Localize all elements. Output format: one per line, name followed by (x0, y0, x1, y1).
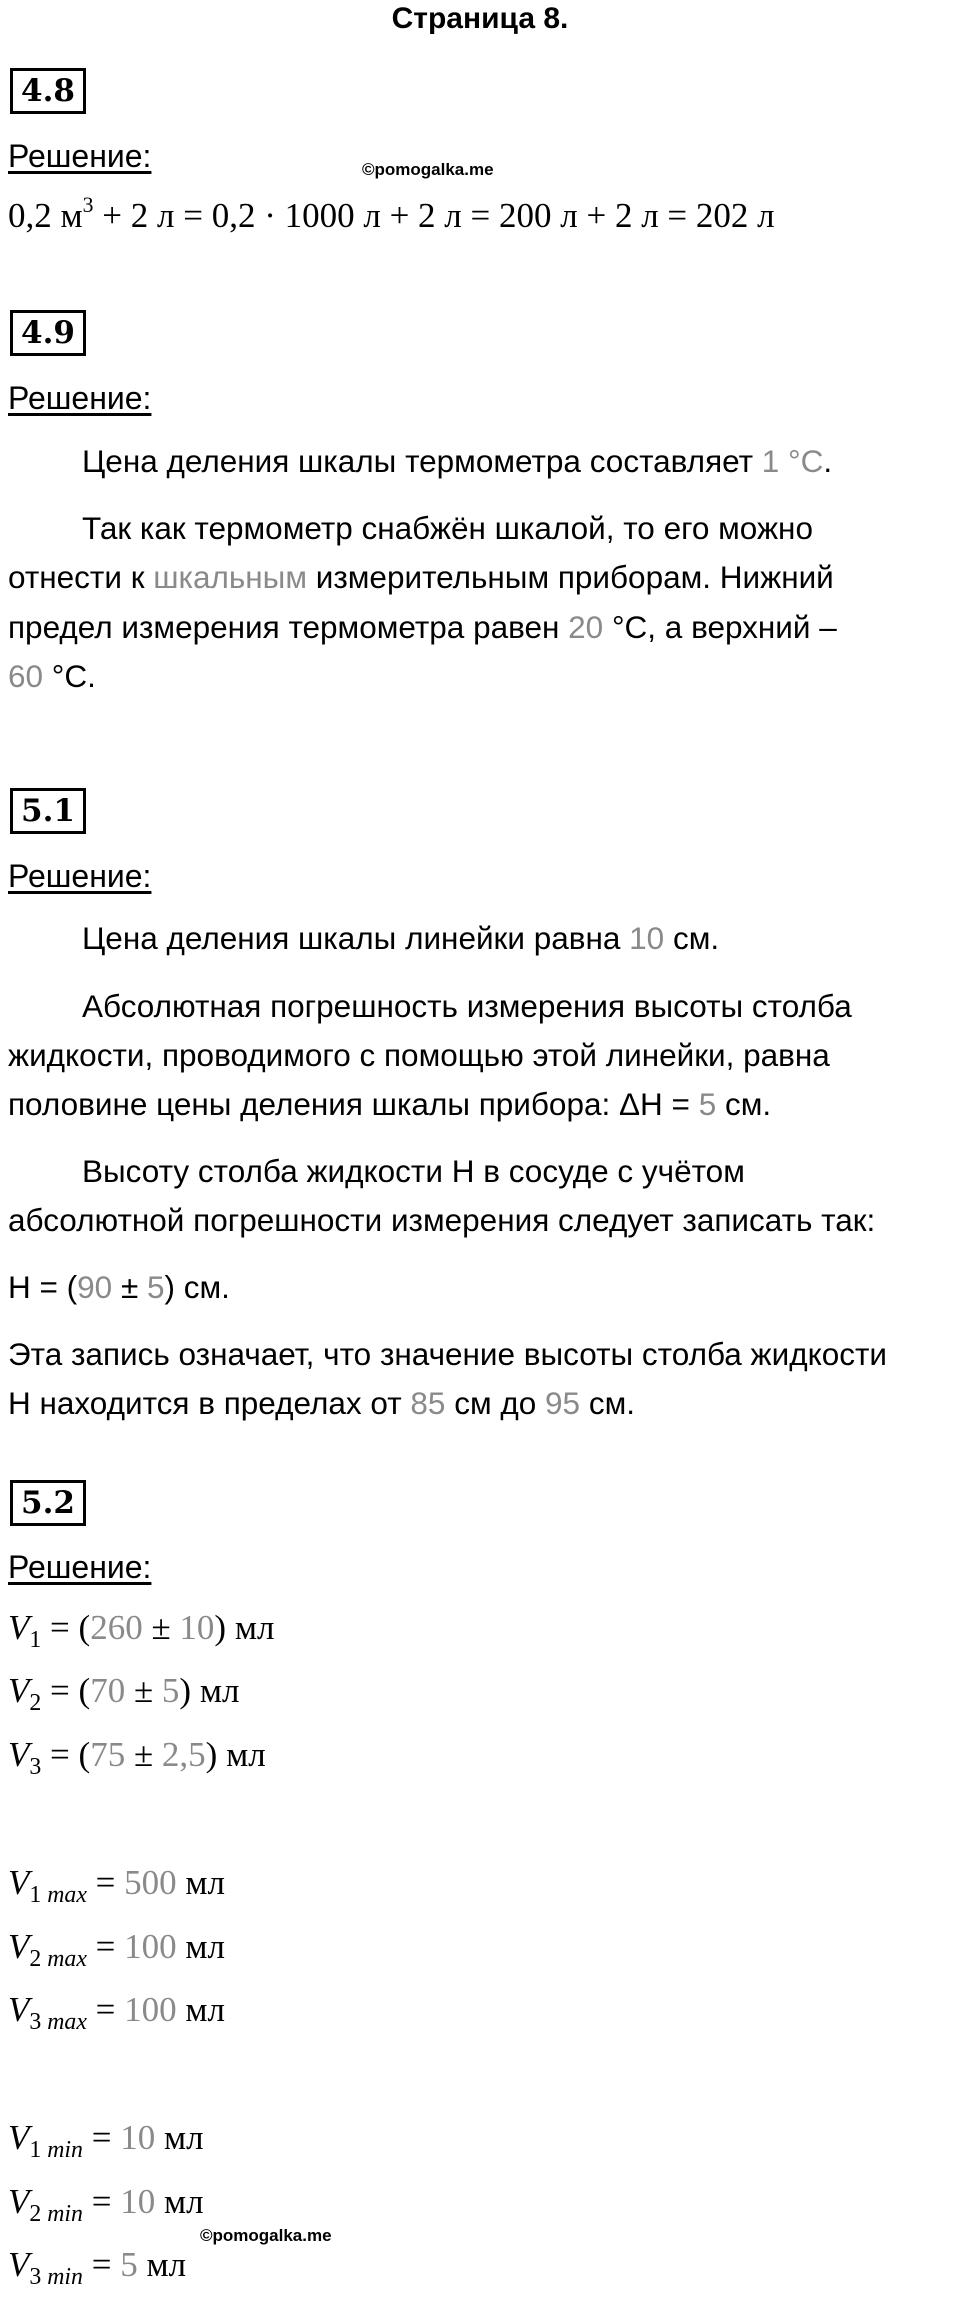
text-segment: 2 (29, 1690, 42, 1717)
text-segment: V (8, 2245, 30, 2284)
text-segment: Эта запись означает, что значение высоты столба жидкости (8, 1336, 888, 1372)
text-segment: V (8, 1735, 30, 1774)
text-segment: = ( (41, 1671, 91, 1710)
equation-4-8 (8, 192, 775, 236)
text-line (8, 559, 834, 596)
volume-min-line (8, 2182, 204, 2228)
text-line (8, 1202, 875, 1239)
text-segment: = (86, 1863, 125, 1902)
page-title: Страница 8. (391, 2, 569, 35)
text-segment: = (82, 2118, 121, 2157)
highlighted-value: 1 °C (761, 443, 824, 479)
text-segment: 3 (82, 192, 94, 217)
highlighted-value: 5 (120, 2245, 138, 2284)
text-segment: = (86, 1927, 125, 1966)
text-line (8, 658, 96, 695)
text-segment: ) мл (214, 1608, 275, 1647)
text-line (82, 920, 719, 957)
highlighted-value: 2,5 (161, 1735, 206, 1774)
text-segment: V (8, 2118, 30, 2157)
text-segment: min (41, 2137, 83, 2164)
text-segment: предел измерения термометра равен (8, 609, 569, 645)
text-segment: V (8, 1671, 30, 1710)
text-line (82, 443, 832, 480)
task-number-4-9: 4.9 (10, 310, 86, 356)
task-number-5-1: 5.1 (10, 788, 86, 834)
task-number-4-8: 4.8 (10, 68, 86, 114)
text-segment: мл (155, 2182, 204, 2221)
text-segment: = (86, 1990, 125, 2029)
text-line (82, 510, 813, 547)
text-segment: Абсолютная погрешность измерения высоты столба (82, 988, 852, 1024)
text-segment: = (82, 2182, 121, 2221)
text-segment: = ( (41, 1608, 91, 1647)
text-segment: измерительным приборам. Нижний (306, 559, 834, 595)
text-segment: max (41, 1882, 87, 1909)
text-segment: 0,2 м (8, 196, 83, 235)
text-line (82, 1153, 745, 1190)
text-line (82, 988, 852, 1025)
volume-line (8, 1735, 266, 1781)
text-segment: ± (125, 1671, 162, 1710)
text-segment: ± (125, 1735, 162, 1774)
text-segment: 2 (29, 2201, 42, 2228)
solution-label: Решение: (8, 1549, 152, 1585)
highlighted-value: 5 (698, 1086, 717, 1122)
highlighted-value: 75 (90, 1735, 126, 1774)
text-segment: 1 (29, 1627, 42, 1654)
text-line (8, 1385, 635, 1422)
text-segment: Цена деления шкалы линейки равна (82, 920, 630, 956)
text-segment: min (41, 2264, 83, 2291)
text-segment: Цена деления шкалы термометра составляет (82, 443, 762, 479)
text-segment: H находится в пределах от (8, 1385, 411, 1421)
text-segment: 1 (29, 2137, 42, 2164)
text-segment: . (823, 443, 833, 479)
volume-line (8, 1671, 240, 1717)
highlighted-value: 500 (124, 1863, 177, 1902)
highlighted-value: 60 (8, 658, 44, 694)
text-segment: мл (155, 2118, 204, 2157)
volume-line (8, 1608, 275, 1654)
highlighted-value: 5 (161, 1671, 180, 1710)
text-line (8, 1336, 887, 1373)
text-segment: = ( (41, 1735, 91, 1774)
text-line (8, 609, 837, 646)
text-line (8, 1037, 830, 1074)
solution-label: Решение: (8, 138, 152, 174)
text-segment: max (41, 1946, 87, 1973)
highlighted-value: 70 (90, 1671, 126, 1710)
text-segment: + 2 л = 0,2 · 1000 л + 2 л = 200 л + 2 л = 202 л (93, 196, 775, 235)
highlighted-value: 10 (120, 2118, 156, 2157)
text-segment: ) см. (164, 1269, 230, 1305)
text-segment: = (82, 2245, 121, 2284)
text-segment: 3 (29, 2009, 42, 2036)
text-segment: см до (445, 1385, 546, 1421)
highlighted-value: 10 (629, 920, 665, 956)
text-segment: ) мл (179, 1671, 240, 1710)
volume-min-line (8, 2118, 204, 2164)
text-segment: см. (664, 920, 720, 956)
highlighted-value: 100 (124, 1990, 177, 2029)
solution-label: Решение: (8, 380, 152, 416)
highlighted-value: 85 (410, 1385, 446, 1421)
text-segment: 1 (29, 1882, 42, 1909)
text-segment: Высоту столба жидкости H в сосуде с учётом (82, 1153, 745, 1189)
text-segment: ± (112, 1269, 147, 1305)
text-segment: 3 (29, 2264, 42, 2291)
text-segment: мл (176, 1863, 226, 1902)
text-segment: см. (716, 1086, 772, 1122)
text-segment: ± (142, 1608, 180, 1647)
highlighted-value: 10 (179, 1608, 215, 1647)
text-segment: отнести к (8, 559, 154, 595)
highlighted-value: шкальным (153, 559, 307, 595)
text-segment: H = ( (8, 1269, 78, 1305)
text-segment: см. (580, 1385, 635, 1421)
text-segment: °C. (43, 658, 96, 694)
highlighted-value: 5 (146, 1269, 165, 1305)
volume-max-line (8, 1863, 226, 1909)
volume-max-line (8, 1927, 226, 1973)
volume-min-line (8, 2245, 187, 2291)
text-segment: Так как термометр снабжён шкалой, то его можно (82, 510, 813, 546)
highlighted-value: 90 (77, 1269, 113, 1305)
text-segment: ) мл (205, 1735, 266, 1774)
volume-max-line (8, 1990, 226, 2036)
text-segment: max (41, 2009, 87, 2036)
text-segment: min (41, 2201, 83, 2228)
text-segment: V (8, 2182, 30, 2221)
text-line (8, 1086, 771, 1123)
text-segment: V (8, 1863, 30, 1902)
highlighted-value: 100 (124, 1927, 177, 1966)
text-segment: V (8, 1990, 30, 2029)
highlighted-value: 95 (545, 1385, 581, 1421)
text-segment: половине цены деления шкалы прибора: ΔH = (8, 1086, 699, 1122)
text-segment: мл (137, 2245, 187, 2284)
text-segment: V (8, 1927, 30, 1966)
text-segment: жидкости, проводимого с помощью этой линейки, равна (8, 1037, 830, 1073)
text-line (8, 1269, 230, 1306)
highlighted-value: 20 (568, 609, 604, 645)
text-segment: V (8, 1608, 30, 1647)
task-number-5-2: 5.2 (10, 1480, 86, 1526)
solution-label: Решение: (8, 858, 152, 894)
text-segment: °C, а верхний – (603, 609, 837, 645)
text-segment: мл (176, 1927, 226, 1966)
text-segment: 3 (29, 1754, 42, 1781)
watermark: ©pomogalka.me (362, 160, 494, 179)
text-segment: 2 (29, 1946, 42, 1973)
highlighted-value: 10 (120, 2182, 156, 2221)
highlighted-value: 260 (90, 1608, 143, 1647)
text-segment: мл (176, 1990, 226, 2029)
text-segment: абсолютной погрешности измерения следует записать так: (8, 1202, 876, 1238)
watermark: ©pomogalka.me (200, 2226, 332, 2245)
